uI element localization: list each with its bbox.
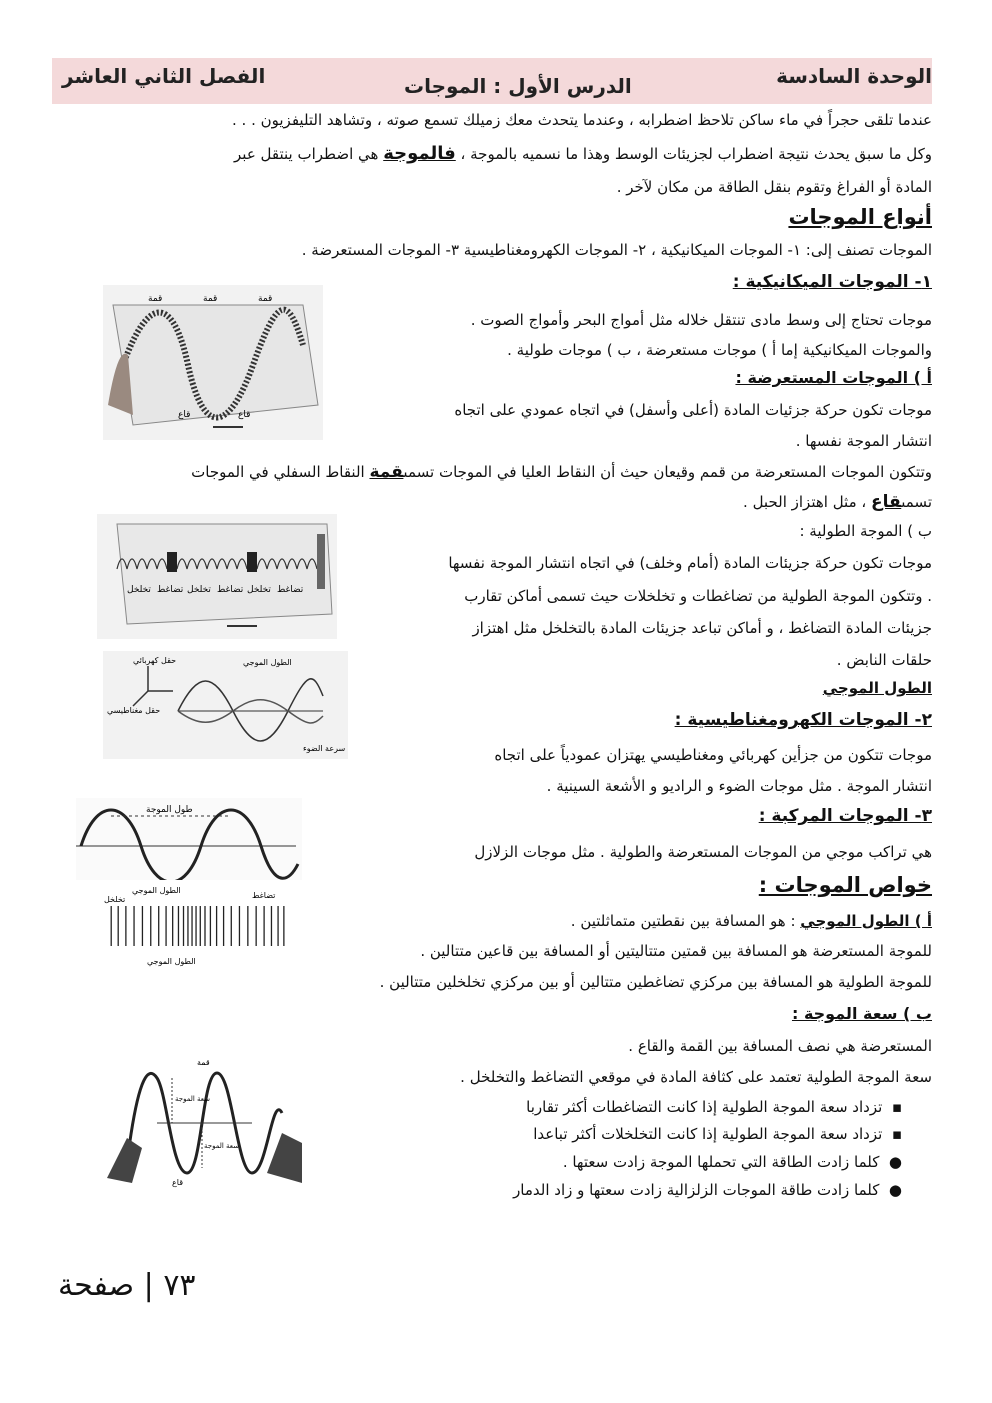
transverse-line-3 (191, 461, 932, 483)
figure-longitudinal-spring (97, 514, 337, 639)
wavelength-line-2: للموجة الطولية هو المسافة بين مركزي تضاغطين متتالين أو بين مركزي تخلخلين متتالين . (379, 973, 932, 991)
page-number: ٧٣ (163, 1268, 196, 1303)
bullet-item: ● كلما زادت طاقة الموجات الزلزالية زادت سعتها و زاد الدمار (513, 1181, 902, 1199)
amplitude-line-1: المستعرضة هي نصف المسافة بين القمة والقاع . (628, 1037, 932, 1055)
types-title: أنواع الموجات (788, 205, 932, 229)
fig5-label: الطول الموجي (132, 886, 181, 895)
wavelength-line-1: للموجة المستعرضة هو المسافة بين قمتين متتاليتين أو المسافة بين قاعين متتالين . (420, 942, 932, 960)
intro-line-2-b: هي اضطراب ينتقل عبر (234, 145, 384, 163)
longitudinal-title: ب ) الموجة الطولية : (799, 522, 932, 540)
term-trough: قاع (871, 492, 902, 512)
electromagnetic-title: ٢- الموجات الكهرومغناطيسية : (674, 710, 932, 730)
bullet-item: ▪ تزداد سعة الموجة الطولية إذا كانت التخلخلات أكثر تباعدا (533, 1125, 902, 1143)
wavelength-def-text: : هو المسافة بين نقطتين متماثلتين . (570, 912, 801, 930)
fig6-label: قاع (172, 1178, 184, 1187)
amplitude-line-2: سعة الموجة الطولية تعتمد على كثافة المادة في موقعي التضاغط والتخلخل . (460, 1068, 932, 1086)
amplitude-title: ب ) سعة الموجة : (791, 1004, 932, 1023)
longitudinal-line-1: موجات تكون حركة جزيئات المادة (أمام وخلف) في اتجاه انتشار الموجة نفسها (448, 554, 932, 572)
page-footer (58, 1268, 196, 1303)
compound-title: ٣- الموجات المركبة : (758, 806, 932, 826)
intro-line-2 (234, 143, 932, 165)
fig3-label: حقل كهربائي (133, 656, 177, 665)
term-crest: قمة (369, 462, 404, 482)
figure-electromagnetic (103, 651, 348, 759)
unit-title: الوحدة السادسة (776, 64, 932, 88)
fig2-label: تخلخل (127, 585, 151, 595)
bullet-text: كلما زادت طاقة الموجات الزلزالية زادت سعتها و زاد الدمار (513, 1181, 880, 1199)
transverse-line-3-b: النقاط السفلي في الموجات (191, 463, 370, 481)
transverse-line-1: موجات تكون حركة جزئيات المادة (أعلى وأسفل) في اتجاه عمودي على اتجاه (454, 401, 932, 419)
bullet-item: ▪ تزداد سعة الموجة الطولية إذا كانت التضاغطات أكثر تقاربا (526, 1098, 902, 1116)
lesson-title: الدرس الأول : الموجات (404, 74, 632, 98)
longitudinal-line-4: حلقات النابض . (836, 651, 932, 669)
figure-transverse-spring (103, 285, 323, 440)
fig1-label: قمة (258, 294, 273, 304)
longitudinal-line-2: . وتتكون الموجة الطولية من تضاغطات و تخلخلات حيث تسمى أماكن تقارب (464, 587, 932, 605)
figure-amplitude-rope (102, 1053, 312, 1188)
fig1-label: قمة (148, 294, 163, 304)
intro-line-3: المادة أو الفراغ وتقوم بنقل الطاقة من مكان لآخر . (616, 178, 932, 196)
fig1-label: قاع (178, 410, 191, 420)
bullet-item: ● كلما زادت الطاقة التي تحملها الموجة زادت سعتها . (562, 1153, 902, 1171)
types-list: الموجات تصنف إلى: ١- الموجات الميكانيكية ، ٢- الموجات الكهرومغناطيسية ٣- الموجات المستعرضة . (301, 241, 932, 259)
intro-line-1: عندما تلقى حجراً في ماء ساكن تلاحظ اضطرابه ، وعندما يتحدث معك زميلك تسمع صوته ، وتشاهد التليفزيون . . . (232, 111, 932, 129)
fig6-label: سعة الموجة (175, 1095, 211, 1103)
transverse-line-4-b: ، مثل اهتزاز الحبل . (743, 493, 871, 511)
term-title: الفصل الثاني العاشر (62, 64, 266, 88)
fig5-label: الطول الموجي (147, 957, 196, 966)
fig1-label: قاع (238, 410, 251, 420)
transverse-title: أ ) الموجات المستعرضة : (735, 368, 932, 387)
transverse-line-3-a: وتتكون الموجات المستعرضة من قمم وقيعان حيث أن النقاط العليا في الموجات تسمى (403, 463, 932, 481)
fig5-label: تخلخل (104, 895, 126, 904)
fig2-label: تخلخل (187, 585, 211, 595)
fig4-label: طول الموجة (146, 805, 193, 815)
wavelength-label: الطول الموجي (822, 679, 932, 697)
fig6-label: سعة الموجة (204, 1142, 240, 1150)
bullet-text: كلما زادت الطاقة التي تحملها الموجة زادت سعتها . (562, 1153, 880, 1171)
compound-line-1: هي تراكب موجي من الموجات المستعرضة والطولية . مثل موجات الزلازل (474, 843, 932, 861)
wavelength-def (571, 910, 932, 932)
fig3-label: الطول الموجي (243, 658, 292, 667)
fig2-label: تضاغط (157, 585, 184, 595)
transverse-line-4 (743, 491, 932, 513)
electromagnetic-line-1: موجات تتكون من جزأين كهربائي ومغناطيسي يهتزان عمودياً على اتجاه (494, 746, 932, 764)
mechanical-line-2: والموجات الميكانيكية إما أ ) موجات مستعرضة ، ب ) موجات طولية . (507, 341, 932, 359)
electromagnetic-line-2: انتشار الموجة . مثل موجات الضوء و الراديو و الأشعة السينية . (546, 777, 932, 795)
fig2-label: تخلخل (247, 585, 271, 595)
term-wave: فالموجة (383, 143, 456, 164)
page-label: صفحة (58, 1268, 135, 1303)
mechanical-line-1: موجات تحتاج إلى وسط مادى تنتقل خلاله مثل أمواج البحر وأمواج الصوت . (470, 311, 932, 329)
bullet-text: تزداد سعة الموجة الطولية إذا كانت التخلخلات أكثر تباعدا (533, 1125, 883, 1143)
fig1-label: قمة (203, 294, 218, 304)
fig3-label: حقل مغناطيسي (107, 706, 161, 715)
wavelength-prop-title: أ ) الطول الموجي (800, 912, 932, 930)
bullet-text: تزداد سعة الموجة الطولية إذا كانت التضاغطات أكثر تقاربا (526, 1098, 883, 1116)
fig2-label: تضاغط (277, 585, 304, 595)
footer-separator: | (143, 1268, 154, 1303)
fig5-label: تضاغط (252, 891, 276, 900)
transverse-line-4-a: تسمى (901, 493, 932, 511)
properties-title: خواص الموجات : (758, 873, 932, 897)
fig6-label: قمة (197, 1058, 210, 1067)
fig2-label: تضاغط (217, 585, 244, 595)
transverse-line-2: انتشار الموجة نفسها . (795, 432, 932, 450)
intro-line-2-a: وكل ما سبق يحدث نتيجة اضطراب لجزيئات الوسط وهذا ما نسميه بالموجة ، (455, 145, 932, 163)
figure-compressions (102, 884, 290, 970)
longitudinal-line-3: جزيئات المادة التضاغط ، و أماكن تباعد جزيئات المادة بالتخلخل مثل اهتزاز (472, 619, 932, 637)
fig3-label: سرعة الضوء (303, 744, 346, 753)
figure-sine-wavelength (76, 798, 302, 880)
mechanical-title: ١- الموجات الميكانيكية : (732, 272, 932, 292)
